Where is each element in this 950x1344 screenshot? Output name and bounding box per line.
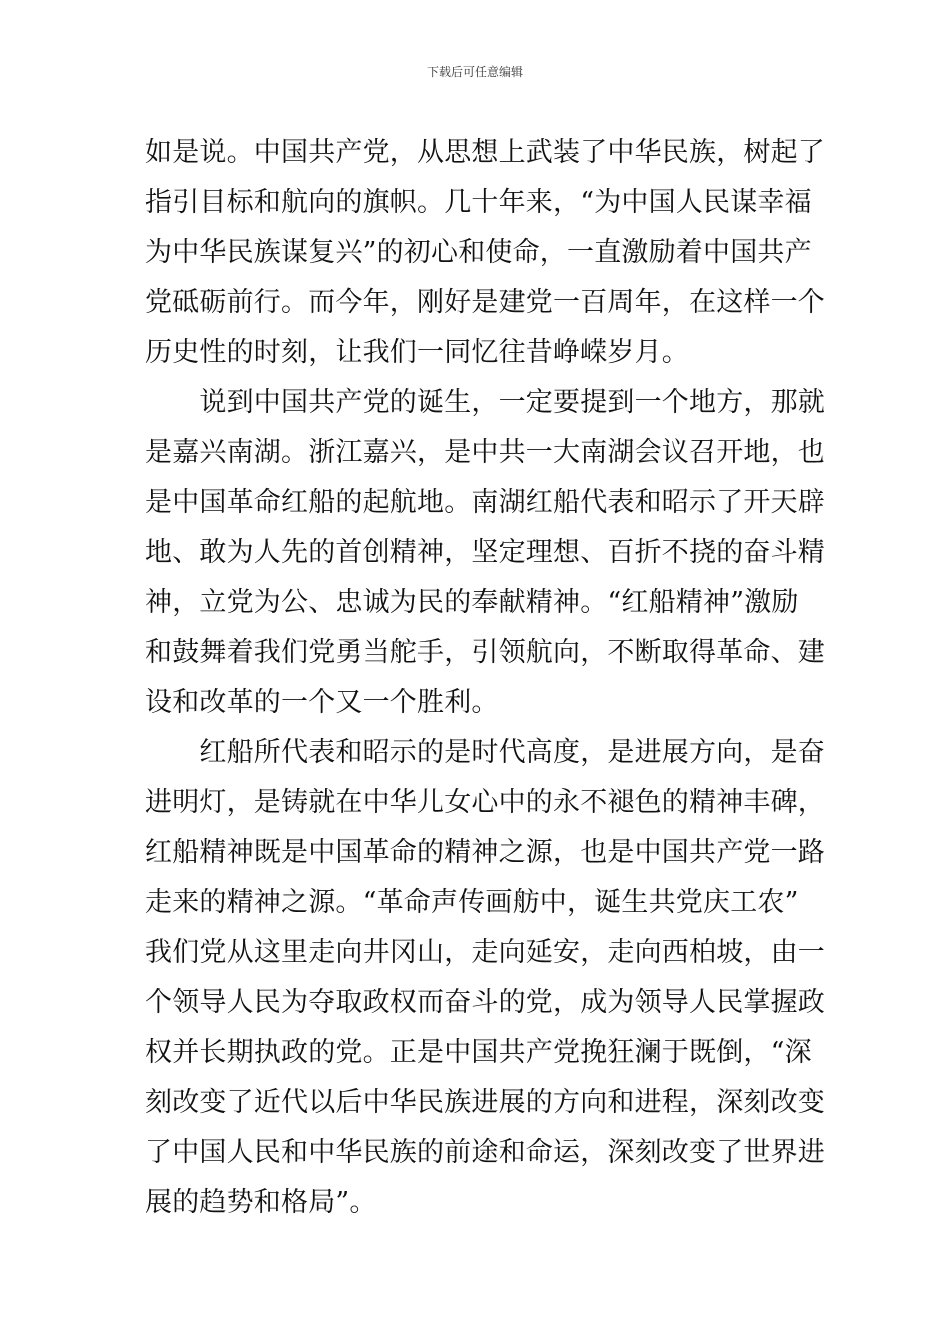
- text-line: 红船所代表和昭示的是时代高度，是进展方向，是奋: [145, 737, 825, 768]
- text-line: 设和改革的一个又一个胜利。: [145, 687, 499, 718]
- text-line: 红船精神既是中国革命的精神之源，也是中国共产党一路: [145, 837, 825, 868]
- text-line: 和鼓舞着我们党勇当舵手，引领航向，不断取得革命、建: [145, 637, 825, 668]
- text-line: 是中国革命红船的起航地。南湖红船代表和昭示了开天辟: [145, 487, 825, 518]
- text-line: 展的趋势和格局”。: [145, 1187, 377, 1218]
- header-note: 下载后可任意编辑: [426, 65, 523, 79]
- document-body: [145, 128, 825, 1228]
- text-line: 了中国人民和中华民族的前途和命运，深刻改变了世界进: [145, 1137, 825, 1168]
- text-line: 指引目标和航向的旗帜。几十年来，“为中国人民谋幸福: [145, 187, 812, 218]
- text-line: 刻改变了近代以后中华民族进展的方向和进程，深刻改变: [145, 1087, 825, 1118]
- text-line: 神，立党为公、忠诚为民的奉献精神。“红船精神”激励: [145, 587, 799, 618]
- text-line: 为中华民族谋复兴”的初心和使命，一直激励着中国共产: [145, 237, 812, 268]
- text-line: 进明灯，是铸就在中华儿女心中的永不褪色的精神丰碑，: [145, 787, 825, 818]
- text-line: 个领导人民为夺取政权而奋斗的党，成为领导人民掌握政: [145, 987, 825, 1018]
- text-line: 权并长期执政的党。正是中国共产党挽狂澜于既倒，“深: [145, 1037, 812, 1068]
- text-line: 历史性的时刻，让我们一同忆往昔峥嵘岁月。: [145, 337, 689, 368]
- text-line: 如是说。中国共产党，从思想上武装了中华民族，树起了: [145, 137, 825, 168]
- text-line: 是嘉兴南湖。浙江嘉兴，是中共一大南湖会议召开地，也: [145, 437, 825, 468]
- text-line: 党砥砺前行。而今年，刚好是建党一百周年，在这样一个: [145, 287, 825, 318]
- text-line: 走来的精神之源。“革命声传画舫中，诞生共党庆工农”: [145, 887, 799, 918]
- text-line: 地、敢为人先的首创精神，坚定理想、百折不挠的奋斗精: [145, 537, 825, 568]
- text-line: 我们党从这里走向井冈山，走向延安，走向西柏坡，由一: [145, 937, 825, 968]
- text-line: 说到中国共产党的诞生，一定要提到一个地方，那就: [145, 387, 825, 418]
